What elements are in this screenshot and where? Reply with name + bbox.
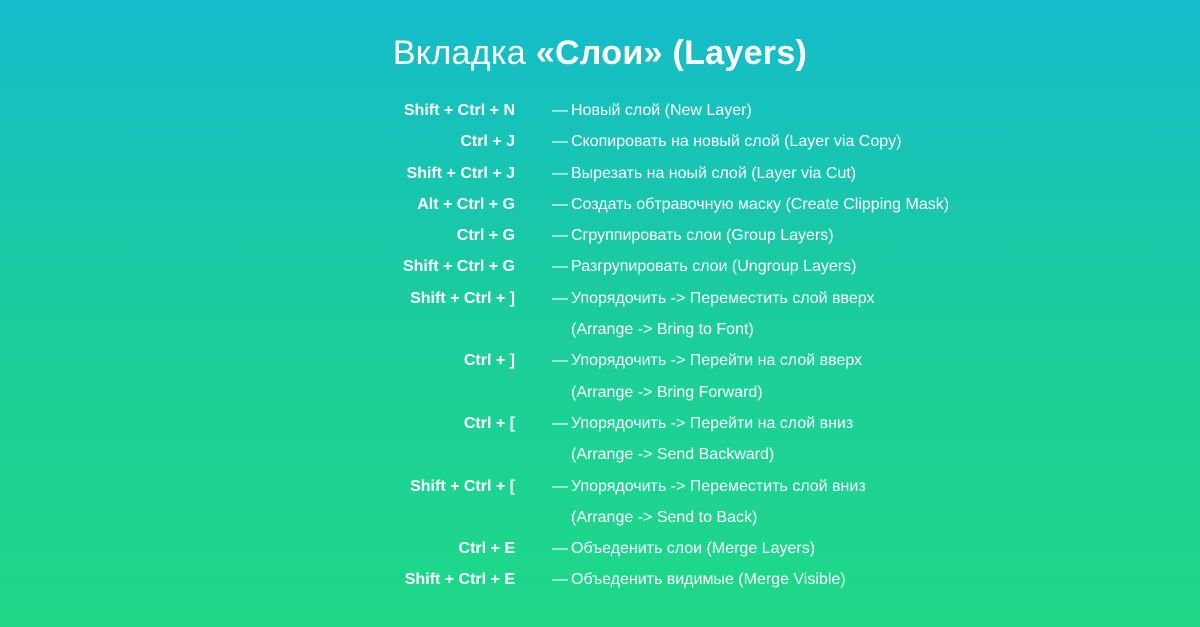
shortcut-row [0, 314, 1200, 345]
shortcut-description: Упорядочить -> Переместить слой вверх [571, 289, 875, 307]
shortcut-row [0, 220, 1200, 251]
shortcut-row [0, 283, 1200, 314]
shortcut-description: Создать обтравочную маску (Create Clipping Mask) [571, 195, 950, 213]
shortcut-row [0, 377, 1200, 408]
shortcut-description: Вырезать на ноый слой (Layer via Cut) [571, 164, 857, 182]
shortcut-row [0, 158, 1200, 189]
shortcut-row [0, 564, 1200, 595]
shortcut-row [0, 345, 1200, 376]
shortcut-row [0, 95, 1200, 126]
shortcut-keys: Shift + Ctrl + G [402, 258, 515, 276]
shortcut-description: Объеденить слои (Merge Layers) [571, 540, 816, 558]
shortcut-row [0, 533, 1200, 564]
shortcut-description: Упорядочить -> Переместить слой вниз [571, 477, 866, 495]
shortcut-row [0, 502, 1200, 533]
shortcut-keys: Alt + Ctrl + G [417, 195, 515, 213]
shortcut-keys: Shift + Ctrl + ] [410, 289, 515, 307]
dash-separator: — [552, 571, 568, 589]
shortcut-description: (Arrange -> Send to Back) [571, 508, 758, 526]
shortcut-description: Сгруппировать слои (Group Layers) [571, 227, 834, 245]
dash-separator: — [552, 195, 568, 213]
page-title [0, 32, 1200, 74]
shortcut-keys: Shift + Ctrl + N [403, 102, 515, 119]
dash-separator: — [552, 164, 568, 182]
shortcut-description: Объеденить видимые (Merge Visible) [571, 571, 846, 589]
shortcut-keys: Ctrl + E [458, 540, 515, 558]
shortcut-keys: Shift + Ctrl + E [404, 571, 515, 589]
dash-separator: — [552, 258, 568, 276]
shortcut-row [0, 126, 1200, 157]
shortcut-description: Упорядочить -> Перейти на слой вверх [571, 352, 863, 370]
dash-separator: — [552, 540, 568, 558]
title-light: Вкладка [392, 34, 526, 72]
shortcut-description: Новый слой (New Layer) [571, 102, 752, 119]
shortcut-description: Скопировать на новый слой (Layer via Copy) [571, 133, 902, 151]
shortcut-keys: Ctrl + ] [463, 352, 515, 370]
shortcut-description: (Arrange -> Bring Forward) [571, 383, 763, 401]
dash-separator: — [552, 289, 568, 307]
dash-separator: — [552, 414, 568, 432]
dash-separator: — [552, 102, 568, 119]
shortcut-row [0, 408, 1200, 439]
shortcut-keys: Shift + Ctrl + [ [410, 477, 515, 495]
shortcut-description: Разгрупировать слои (Ungroup Layers) [571, 258, 857, 276]
shortcut-row [0, 471, 1200, 502]
shortcut-description: (Arrange -> Bring to Font) [571, 321, 754, 339]
shortcut-description: (Arrange -> Send Backward) [571, 446, 775, 464]
shortcut-row [0, 439, 1200, 470]
dash-separator: — [552, 477, 568, 495]
title-bold: «Слои» (Layers) [535, 34, 808, 72]
shortcut-keys: Ctrl + J [460, 133, 515, 151]
shortcut-row [0, 251, 1200, 282]
shortcut-list [0, 95, 1200, 596]
shortcut-row [0, 189, 1200, 220]
shortcut-description: Упорядочить -> Перейти на слой вниз [571, 414, 854, 432]
shortcut-keys: Ctrl + G [456, 227, 515, 245]
dash-separator: — [552, 133, 568, 151]
dash-separator: — [552, 227, 568, 245]
shortcut-keys: Ctrl + [ [463, 414, 515, 432]
dash-separator: — [552, 352, 568, 370]
shortcut-keys: Shift + Ctrl + J [406, 164, 515, 182]
